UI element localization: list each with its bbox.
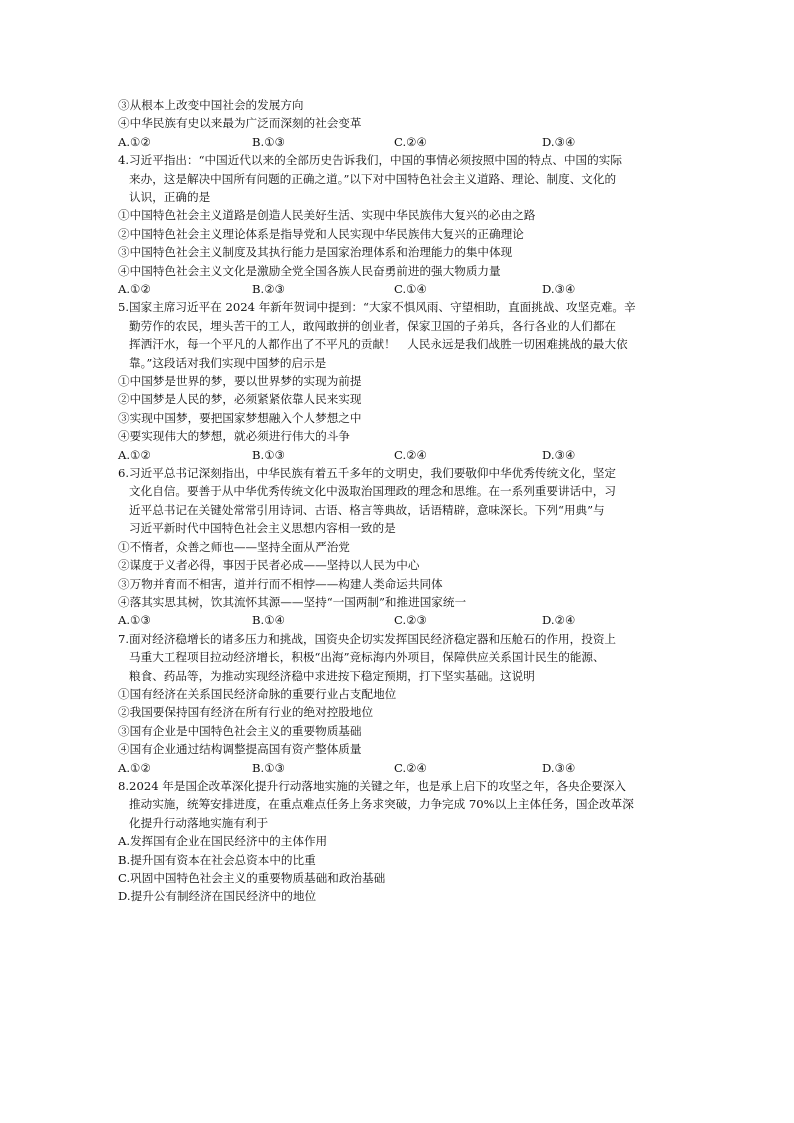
statement: ③从根本上改变中国社会的发展方向	[118, 98, 304, 112]
option-a: A.①②	[118, 760, 151, 775]
option-c: C.①④	[394, 282, 427, 297]
statement: ④要实现伟大的梦想，就必须进行伟大的斗争	[118, 429, 350, 444]
statement: ①不惰者，众善之师也——坚持全面从严治党	[118, 539, 350, 554]
statement: ③中国特色社会主义制度及其执行能力是国家治理体系和治理能力的集中体现	[118, 245, 513, 260]
answer-options	[118, 759, 678, 777]
statement: ②中国特色社会主义理论体系是指导党和人民实现中华民族伟大复兴的正确理论	[118, 226, 524, 241]
option-d: D.②④	[542, 613, 576, 628]
choice-a: A.发挥国有企业在国民经济中的主体作用	[118, 834, 328, 849]
question-stem-line: 挥洒汗水，每一个平凡的人都作出了不平凡的贡献！ 人民永远是我们战胜一切困难挑战的最大依	[129, 337, 628, 352]
option-a: A.①②	[118, 447, 151, 462]
option-b: B.②③	[252, 282, 285, 297]
question-8	[118, 777, 678, 906]
question-stem-line: 6.习近平总书记深刻指出，中华民族有着五千多年的文明史，我们要敬仰中华优秀传统文化，坚定	[118, 466, 617, 481]
option-b: B.①③	[252, 447, 285, 462]
question-stem-line: 来办，这是解决中国所有问题的正确之道。”以下对中国特色社会主义道路、理论、制度、文化的	[129, 171, 617, 186]
question-stem-line: 近平总书记在关键处常常引用诗词、古语、格言等典故，话语精辟，意味深长。下列“用典”与	[129, 502, 605, 517]
answer-options	[118, 611, 678, 629]
statement: ①中国梦是世界的梦，要以世界梦的实现为前提	[118, 374, 362, 389]
statement: ②谋度于义者必得，事因于民者必成——坚持以人民为中心	[118, 558, 420, 573]
option-a: A.①②	[118, 282, 151, 297]
question-4	[118, 151, 678, 298]
option-b: B.①④	[252, 613, 285, 628]
choice-c: C.巩固中国特色社会主义的重要物质基础和政治基础	[118, 870, 386, 885]
question-stem-line: 粮食、药品等，为推动实现经济稳中求进按下稳定预期，打下坚实基础。这说明	[129, 668, 535, 683]
question-stem-line: 4.习近平指出：“中国近代以来的全部历史告诉我们，中国的事情必须按照中国的特点、中国的实际	[118, 153, 622, 168]
option-d: D.③④	[542, 447, 576, 462]
statement: ④中国特色社会主义文化是激励全党全国各族人民奋勇前进的强大物质力量	[118, 263, 501, 278]
statement: ④中华民族有史以来最为广泛而深刻的社会变革	[118, 116, 362, 131]
statement: ④落其实思其树，饮其流怀其源——坚持“一国两制”和推进国家统一	[118, 594, 467, 609]
question-stem-line: 化提升行动落地实施有利于	[129, 815, 269, 830]
question-stem-line: 推动实施，统筹安排进度，在重点难点任务上务求突破，力争完成 70%以上主体任务，国企改革深	[129, 797, 634, 812]
question-stem-line: 习近平新时代中国特色社会主义思想内容相一致的是	[129, 521, 396, 536]
statement: ①国有经济在关系国民经济命脉的重要行业占支配地位	[118, 686, 397, 701]
option-a: A.①③	[118, 613, 151, 628]
statement: ③实现中国梦，要把国家梦想融入个人梦想之中	[118, 410, 362, 425]
question-7	[118, 630, 678, 777]
option-b: B.①③	[252, 760, 285, 775]
statement: ④国有企业通过结构调整提高国有资产整体质量	[118, 742, 362, 757]
question-5	[118, 298, 678, 464]
question-stem-line: 靠。”这段话对我们实现中国梦的启示是	[129, 355, 327, 370]
statement: ①中国特色社会主义道路是创造人民美好生活、实现中华民族伟大复兴的必由之路	[118, 208, 536, 223]
option-d: D.③④	[542, 760, 576, 775]
option-c: C.②④	[394, 760, 427, 775]
question-stem-line: 7.面对经济稳增长的诸多压力和挑战，国资央企切实发挥国民经济稳定器和压舱石的作用，投资上	[118, 631, 617, 646]
question-stem-line: 文化自信。要善于从中华优秀传统文化中汲取治国理政的理念和思维。在一系列重要讲话中，习	[129, 484, 616, 499]
statement: ②我国要保持国有经济在所有行业的绝对控股地位	[118, 705, 374, 720]
statement: ②中国梦是人民的梦，必须紧紧依靠人民来实现	[118, 392, 362, 407]
option-a: A.①②	[118, 134, 151, 149]
statement: ③国有企业是中国特色社会主义的重要物质基础	[118, 723, 362, 738]
option-b: B.①③	[252, 134, 285, 149]
question-stem-line: 认识，正确的是	[129, 190, 211, 205]
question-6	[118, 464, 678, 630]
question-stem-line: 勤劳作的农民，埋头苦干的工人，敢闯敢拼的创业者，保家卫国的子弟兵，各行各业的人们都在	[129, 318, 616, 333]
option-c: C.②③	[394, 613, 427, 628]
question-stem-line: 8.2024 年是国企改革深化提升行动落地实施的关键之年，也是承上启下的攻坚之年，各央企要深入	[118, 778, 627, 793]
answer-options	[118, 133, 678, 151]
option-d: D.③④	[542, 282, 576, 297]
question-3-tail	[118, 96, 678, 151]
answer-options	[118, 446, 678, 464]
choice-b: B.提升国有资本在社会总资本中的比重	[118, 852, 316, 867]
statement: ③万物并育而不相害，道并行而不相悖——构建人类命运共同体	[118, 576, 443, 591]
answer-options	[118, 280, 678, 298]
option-d: D.③④	[542, 134, 576, 149]
question-stem-line: 马重大工程项目拉动经济增长，积极“出海”竞标海内外项目，保障供应关系国计民生的能源、	[129, 650, 605, 665]
question-stem-line: 5.国家主席习近平在 2024 年新年贺词中提到：“大家不惧风雨、守望相助，直面挑战、攻坚克难。辛	[118, 300, 636, 315]
exam-page	[118, 96, 678, 906]
option-c: C.②④	[394, 134, 427, 149]
choice-d: D.提升公有制经济在国民经济中的地位	[118, 889, 317, 904]
option-c: C.②④	[394, 447, 427, 462]
